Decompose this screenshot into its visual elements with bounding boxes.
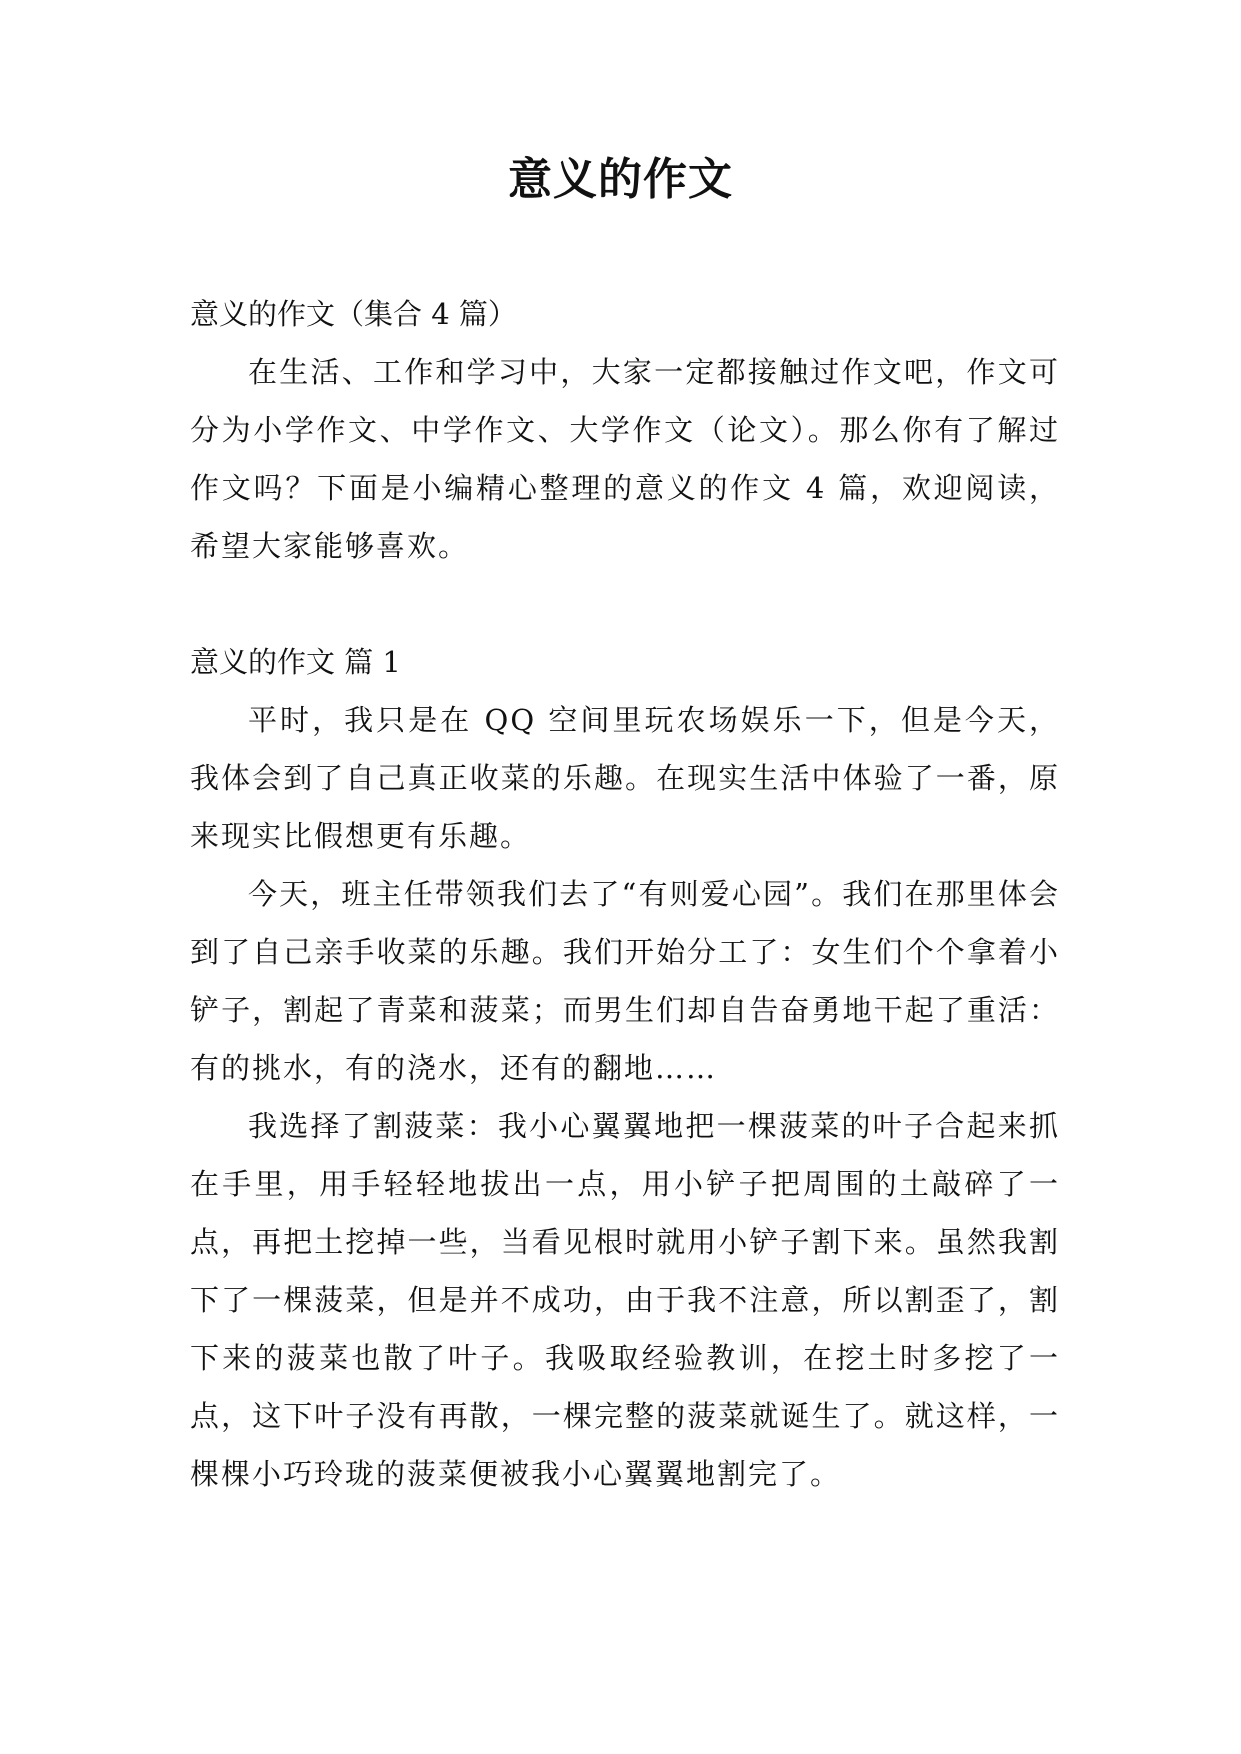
body-paragraph: 平时，我只是在 QQ 空间里玩农场娱乐一下，但是今天，我体会到了自己真正收菜的乐趣。在现实生活中体验了一番，原来现实比假想更有乐趣。	[190, 703, 1060, 853]
body-paragraph: 我选择了割菠菜：我小心翼翼地把一棵菠菜的叶子合起来抓在手里，用手轻轻地拔出一点，用小铲子把周围的土敲碎了一点，再把土挖掉一些，当看见根时就用小铲子割下来。虽然我割下了一棵菠菜，但是并不成功，由于我不注意，所以割歪了，割下来的菠菜也散了叶子。我吸取经验教训，在挖土时多挖了一点，这下叶子没有再散，一棵完整的菠菜就诞生了。就这样，一棵棵小巧玲珑的菠菜便被我小心翼翼地割完了。	[190, 1109, 1060, 1491]
document-subtitle: 意义的作文（集合 4 篇）	[190, 297, 517, 331]
section-heading: 意义的作文 篇 1	[190, 645, 401, 679]
document-body	[190, 285, 1060, 1503]
body-paragraph: 今天，班主任带领我们去了“有则爱心园”。我们在那里体会到了自己亲手收菜的乐趣。我们开始分工了：女生们个个拿着小铲子，割起了青菜和菠菜；而男生们却自告奋勇地干起了重活：有的挑水，有的浇水，还有的翻地……	[190, 877, 1060, 1085]
intro-paragraph: 在生活、工作和学习中，大家一定都接触过作文吧，作文可分为小学作文、中学作文、大学作文（论文）。那么你有了解过作文吗？下面是小编精心整理的意义的作文 4 篇，欢迎阅读，希望大家能够喜欢。	[190, 355, 1060, 563]
document-title: 意义的作文	[508, 154, 733, 205]
